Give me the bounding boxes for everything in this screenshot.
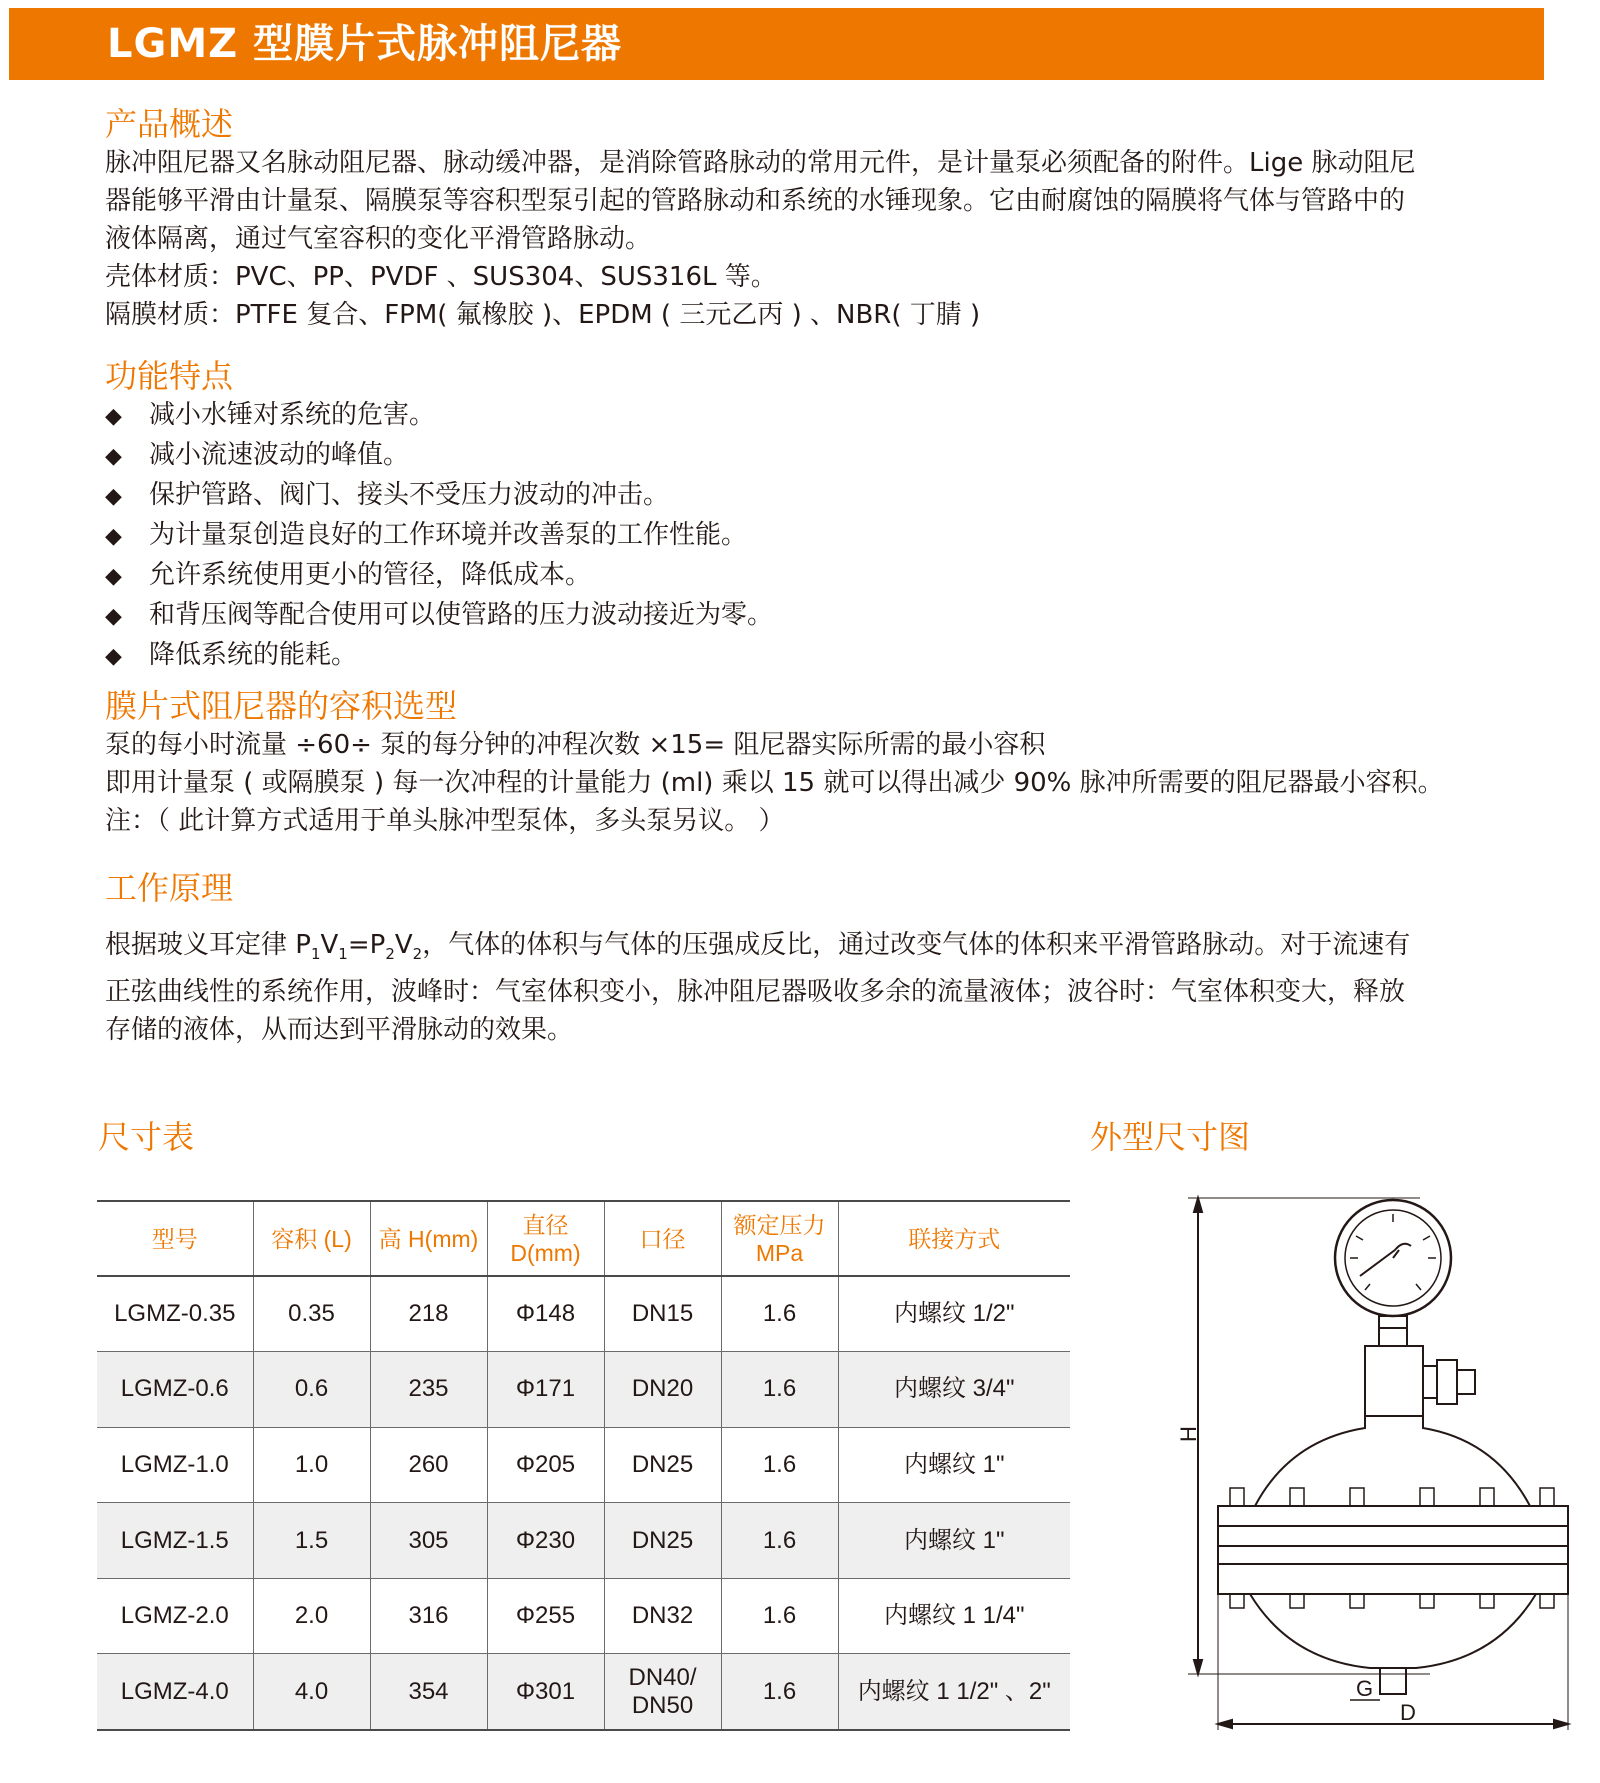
header-model: 型号 xyxy=(97,1201,253,1276)
cell-model: LGMZ-1.5 xyxy=(97,1503,253,1579)
header-volume: 容积 (L) xyxy=(253,1201,370,1276)
principle-line: 存储的液体，从而达到平滑脉动的效果。 xyxy=(105,1015,574,1045)
selection-heading: 膜片式阻尼器的容积选型 xyxy=(105,687,458,725)
feature-item: ◆ 减小水锤对系统的危害。 xyxy=(105,396,1545,436)
principle-body xyxy=(105,926,1545,1049)
cell-diameter: Φ205 xyxy=(487,1427,604,1503)
overview-body xyxy=(105,144,1545,334)
cell-volume: 1.5 xyxy=(253,1503,370,1579)
feature-item: ◆ 允许系统使用更小的管径，降低成本。 xyxy=(105,556,1545,596)
cell-port: DN20 xyxy=(604,1352,721,1428)
cell-height: 316 xyxy=(370,1578,487,1654)
cell-connection: 内螺纹 1 1/4" xyxy=(838,1578,1070,1654)
dimension-table xyxy=(97,1200,1070,1731)
page-title: LGMZ 型膜片式脉冲阻尼器 xyxy=(107,21,623,67)
table-row xyxy=(97,1578,1070,1654)
overview-line: 脉冲阻尼器又名脉动阻尼器、脉动缓冲器，是消除管路脉动的常用元件，是计量泵必须配备的附件。Lige 脉动阻尼 xyxy=(105,148,1416,178)
cell-diameter: Φ148 xyxy=(487,1276,604,1352)
cell-model: LGMZ-0.6 xyxy=(97,1352,253,1428)
cell-port: DN15 xyxy=(604,1276,721,1352)
principle-section xyxy=(105,868,1545,1049)
diamond-bullet-icon: ◆ xyxy=(105,644,122,669)
arrow-right-icon xyxy=(1554,1720,1568,1728)
feature-item: ◆ 减小流速波动的峰值。 xyxy=(105,436,1545,476)
feature-item: ◆ 保护管路、阀门、接头不受压力波动的冲击。 xyxy=(105,476,1545,516)
cell-height: 354 xyxy=(370,1654,487,1730)
cell-model: LGMZ-2.0 xyxy=(97,1578,253,1654)
cell-connection: 内螺纹 3/4" xyxy=(838,1352,1070,1428)
height-label: H xyxy=(1176,1426,1201,1442)
cell-pressure: 1.6 xyxy=(721,1352,838,1428)
cell-pressure: 1.6 xyxy=(721,1503,838,1579)
feature-item: ◆ 为计量泵创造良好的工作环境并改善泵的工作性能。 xyxy=(105,516,1545,556)
arrow-down-icon xyxy=(1194,1660,1202,1674)
cell-volume: 1.0 xyxy=(253,1427,370,1503)
cell-connection: 内螺纹 1/2" xyxy=(838,1276,1070,1352)
cell-diameter: Φ230 xyxy=(487,1503,604,1579)
overview-heading: 产品概述 xyxy=(105,105,234,143)
membrane-material: 隔膜材质：PTFE 复合、FPM( 氟橡胶 )、EPDM ( 三元乙丙 ) 、NBR( 丁腈 ) xyxy=(105,300,981,330)
shell-material: 壳体材质：PVC、PP、PVDF 、SUS304、SUS316L 等。 xyxy=(105,262,777,292)
table-row xyxy=(97,1427,1070,1503)
diamond-bullet-icon: ◆ xyxy=(105,564,122,589)
diamond-bullet-icon: ◆ xyxy=(105,484,122,509)
cell-volume: 0.35 xyxy=(253,1276,370,1352)
dimension-table-title: 尺寸表 xyxy=(98,1118,195,1156)
overview-line: 器能够平滑由计量泵、隔膜泵等容积型泵引起的管路脉动和系统的水锤现象。它由耐腐蚀的隔膜将气体与管路中的 xyxy=(105,186,1406,216)
diameter-label: D xyxy=(1400,1700,1416,1725)
cell-diameter: Φ255 xyxy=(487,1578,604,1654)
table-row xyxy=(97,1654,1070,1730)
table-row xyxy=(97,1276,1070,1352)
dimension-figure-title: 外型尺寸图 xyxy=(1090,1118,1251,1156)
cell-port: DN25 xyxy=(604,1427,721,1503)
principle-heading: 工作原理 xyxy=(105,869,234,907)
title-bar xyxy=(9,8,1544,80)
diamond-bullet-icon: ◆ xyxy=(105,604,122,629)
cell-pressure: 1.6 xyxy=(721,1427,838,1503)
features-heading: 功能特点 xyxy=(105,357,234,395)
selection-section xyxy=(105,686,1545,840)
diamond-bullet-icon: ◆ xyxy=(105,524,122,549)
cell-port: DN25 xyxy=(604,1503,721,1579)
header-height: 高 H(mm) xyxy=(370,1201,487,1276)
feature-item: ◆ 和背压阀等配合使用可以使管路的压力波动接近为零。 xyxy=(105,596,1545,636)
principle-line: 正弦曲线性的系统作用，波峰时：气室体积变小，脉冲阻尼器吸收多余的流量液体；波谷时：气室体积变大，释放 xyxy=(105,977,1406,1007)
cell-model: LGMZ-1.0 xyxy=(97,1427,253,1503)
cell-connection: 内螺纹 1" xyxy=(838,1503,1070,1579)
cell-diameter: Φ171 xyxy=(487,1352,604,1428)
header-diameter: 直径 D(mm) xyxy=(487,1201,604,1276)
selection-note: 注：（ 此计算方式适用于单头脉冲型泵体，多头泵另议。 ） xyxy=(105,806,785,836)
cell-model: LGMZ-0.35 xyxy=(97,1276,253,1352)
cell-height: 218 xyxy=(370,1276,487,1352)
header-connection: 联接方式 xyxy=(838,1201,1070,1276)
table-row xyxy=(97,1503,1070,1579)
selection-line: 即用计量泵 ( 或隔膜泵 ) 每一次冲程的计量能力 (ml) 乘以 15 就可以得出减少 90% 脉冲所需要的阻尼器最小容积。 xyxy=(105,768,1444,798)
dimension-drawing xyxy=(1176,1190,1560,1750)
arrow-up-icon xyxy=(1194,1198,1202,1212)
diamond-bullet-icon: ◆ xyxy=(105,404,122,429)
cell-connection: 内螺纹 1 1/2" 、2" xyxy=(838,1654,1070,1730)
cell-height: 305 xyxy=(370,1503,487,1579)
cell-volume: 2.0 xyxy=(253,1578,370,1654)
header-port: 口径 xyxy=(604,1201,721,1276)
overview-line: 液体隔离，通过气室容积的变化平滑管路脉动。 xyxy=(105,224,652,254)
principle-line: 根据玻义耳定律 $P_1V_1=P_2V_2$，气体的体积与气体的压强成反比，通过改变气体的体积来平滑管路脉动。对于流速有 xyxy=(105,930,1411,963)
features-section xyxy=(105,356,1545,676)
cell-height: 235 xyxy=(370,1352,487,1428)
header-pressure: 额定压力 MPa xyxy=(721,1201,838,1276)
feature-item: ◆ 降低系统的能耗。 xyxy=(105,636,1545,676)
cell-pressure: 1.6 xyxy=(721,1276,838,1352)
cell-pressure: 1.6 xyxy=(721,1654,838,1730)
table-header-row xyxy=(97,1201,1070,1276)
selection-body xyxy=(105,726,1545,840)
arrow-left-icon xyxy=(1218,1720,1232,1728)
cell-volume: 0.6 xyxy=(253,1352,370,1428)
selection-formula: 泵的每小时流量 ÷60÷ 泵的每分钟的冲程次数 ×15= 阻尼器实际所需的最小容积 xyxy=(105,730,1046,760)
cell-pressure: 1.6 xyxy=(721,1578,838,1654)
cell-port: DN40/ DN50 xyxy=(604,1654,721,1730)
diamond-bullet-icon: ◆ xyxy=(105,444,122,469)
cell-height: 260 xyxy=(370,1427,487,1503)
port-label: G xyxy=(1356,1676,1374,1701)
cell-volume: 4.0 xyxy=(253,1654,370,1730)
cell-diameter: Φ301 xyxy=(487,1654,604,1730)
cell-model: LGMZ-4.0 xyxy=(97,1654,253,1730)
overview-section xyxy=(105,104,1545,334)
cell-port: DN32 xyxy=(604,1578,721,1654)
cell-connection: 内螺纹 1" xyxy=(838,1427,1070,1503)
features-list xyxy=(105,396,1545,676)
table-row xyxy=(97,1352,1070,1428)
